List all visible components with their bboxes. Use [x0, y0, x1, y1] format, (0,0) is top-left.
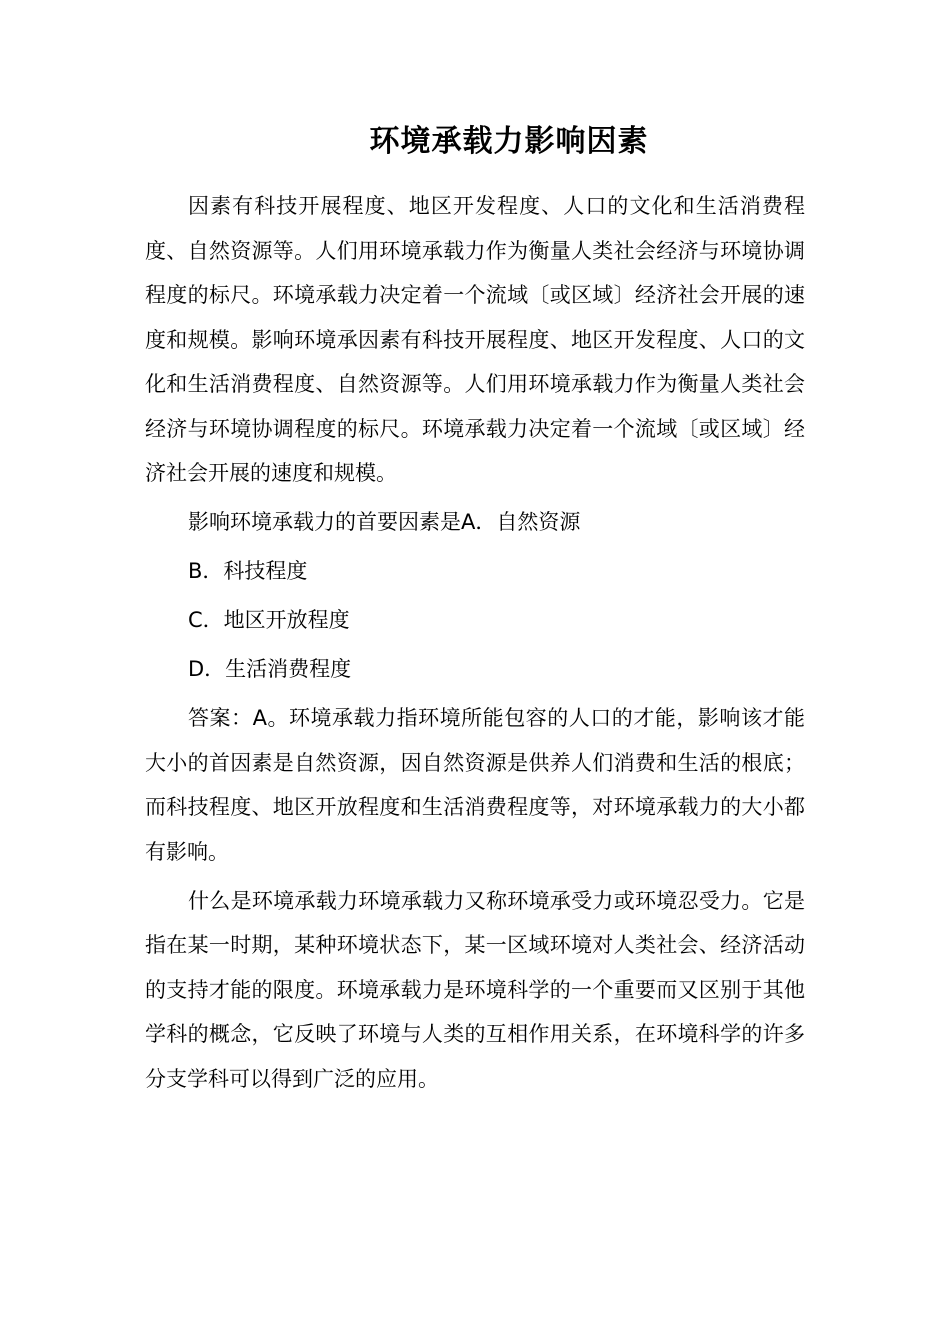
option-b: B．科技程度 — [188, 559, 308, 583]
document-body — [145, 184, 805, 1101]
option-c: C．地区开放程度 — [188, 608, 350, 632]
paragraph-intro: 因素有科技开展程度、地区开发程度、人口的文化和生活消费程度、自然资源等。人们用环境承载力作为衡量人类社会经济与环境协调程度的标尺。环境承载力决定着一个流域〔或区域〕经济社会开展的速度和规模。影响环境承因素有科技开展程度、地区开发程度、人口的文化和生活消费程度、自然资源等。人们用环境承载力作为衡量人类社会经济与环境协调程度的标尺。环境承载力决定着一个流域〔或区域〕经济社会开展的速度和规模。 — [145, 194, 805, 485]
document-title: 环境承载力影响因素 — [369, 124, 649, 159]
paragraph-question: 影响环境承载力的首要因素是A．自然资源 — [188, 510, 581, 534]
option-d: D．生活消费程度 — [188, 657, 352, 681]
paragraph-answer: 答案：A。环境承载力指环境所能包容的人口的才能，影响该才能大小的首因素是自然资源，因自然资源是供养人们消费和生活的根底；而科技程度、地区开放程度和生活消费程度等，对环境承载力的大小都有影响。 — [145, 706, 805, 864]
paragraph-definition: 什么是环境承载力环境承载力又称环境承受力或环境忍受力。它是指在某一时期，某种环境状态下，某一区域环境对人类社会、经济活动的支持才能的限度。环境承载力是环境科学的一个重要而又区别于其他学科的概念，它反映了环境与人类的互相作用关系，在环境科学的许多分支学科可以得到广泛的应用。 — [145, 888, 805, 1091]
